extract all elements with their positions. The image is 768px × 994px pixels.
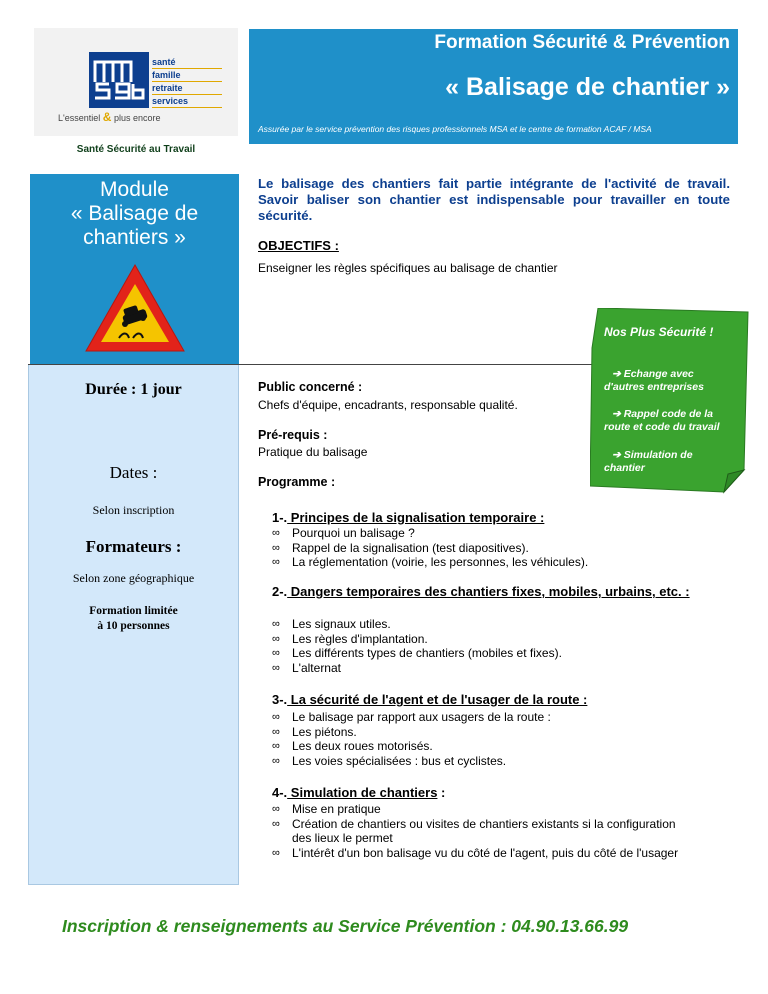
list-item: ∞ Les règles d'implantation. xyxy=(272,631,428,646)
list-item: ∞ Rappel de la signalisation (test diapositives). xyxy=(272,540,529,555)
header-title: Formation Sécurité & Prévention xyxy=(434,32,730,53)
module-title: Module « Balisage de chantiers » xyxy=(70,178,199,249)
sst-label: Santé Sécurité au Travail xyxy=(76,144,196,155)
section-1-list xyxy=(258,526,728,570)
header-subtitle: « Balisage de chantier » xyxy=(445,73,730,101)
list-item: ∞ Les différents types de chantiers (mobiles et fixes). xyxy=(272,646,562,661)
header-provider: Assurée par le service prévention des risques professionnels MSA et le centre de formation ACAF / MSA xyxy=(258,124,652,134)
section-4-list xyxy=(258,802,698,860)
slippery-road-sign-icon xyxy=(83,262,187,359)
plus-item-1a: ➔ Echange avec xyxy=(612,368,694,380)
module-box xyxy=(30,174,239,364)
info-sidebar xyxy=(28,364,239,885)
formateurs-value: Selon zone géographique xyxy=(72,571,195,585)
plus-item-1b: d'autres entreprises xyxy=(604,381,704,393)
plus-item-3b: chantier xyxy=(604,462,645,474)
formateurs-label: Formateurs : xyxy=(85,537,182,556)
dates-value: Selon inscription xyxy=(92,503,175,517)
list-item: ∞ Pourquoi un balisage ? xyxy=(272,526,415,540)
programme-label: Programme : xyxy=(258,475,336,489)
divider xyxy=(28,364,600,365)
section-3-title: 3-. La sécurité de l'agent et de l'usager de la route : xyxy=(272,692,588,707)
list-item: ∞ Le balisage par rapport aux usagers de la route : xyxy=(272,710,551,724)
logo-word: famille xyxy=(152,69,222,82)
list-item: ∞ Les piétons. xyxy=(272,724,357,739)
dates-label: Dates : xyxy=(109,463,158,482)
section-4-title: 4-. Simulation de chantiers : xyxy=(272,785,446,800)
intro-text: Le balisage des chantiers fait partie intégrante de l'activité de travail. Savoir baliser son chantier est indispensable pour travailler en toute sécurité. xyxy=(258,176,730,223)
plus-item-2b: route et code du travail xyxy=(604,421,720,433)
section-1-title: 1-. Principes de la signalisation temporaire : xyxy=(272,510,545,525)
public-label: Public concerné : xyxy=(258,380,363,394)
list-item: ∞ Les deux roues motorisés. xyxy=(272,739,433,754)
limit-line1: Formation limitée xyxy=(89,605,178,617)
list-item: ∞ L'intérêt d'un bon balisage vu du côté de l'agent, puis du côté de l'usager xyxy=(272,845,679,860)
plus-securite-title: Nos Plus Sécurité ! xyxy=(604,325,714,339)
logo-tagline: L'essentiel & plus encore xyxy=(58,110,161,124)
msa-logo-mark xyxy=(89,52,149,108)
prerequis-text: Pratique du balisage xyxy=(258,445,368,459)
list-item: ∞ Les voies spécialisées : bus et cyclistes. xyxy=(272,753,507,768)
list-item: ∞ Création de chantiers ou visites de chantiers existants si la configuration des lieux le permet xyxy=(272,816,676,846)
list-item: ∞ La réglementation (voirie, les personnes, les véhicules). xyxy=(272,555,589,570)
logo-words xyxy=(152,56,222,108)
logo-word: santé xyxy=(152,56,222,69)
list-item: ∞ Les signaux utiles. xyxy=(272,617,391,631)
logo-word: services xyxy=(152,95,222,108)
list-item: ∞ Mise en pratique xyxy=(272,802,381,816)
prerequis-label: Pré-requis : xyxy=(258,428,328,442)
logo-word: retraite xyxy=(152,82,222,95)
objectifs-text: Enseigner les règles spécifiques au balisage de chantier xyxy=(258,261,558,275)
plus-item-3a: ➔ Simulation de xyxy=(612,449,693,461)
section-3-list xyxy=(258,710,728,768)
duree: Durée : 1 jour xyxy=(85,381,182,398)
section-2-list xyxy=(258,617,728,675)
section-2-title: 2-. Dangers temporaires des chantiers fixes, mobiles, urbains, etc. : xyxy=(272,584,690,599)
msa-logo xyxy=(34,28,238,136)
footer-contact: Inscription & renseignements au Service Prévention : 04.90.13.66.99 xyxy=(62,916,629,936)
plus-item-2a: ➔ Rappel code de la xyxy=(612,408,713,420)
public-text: Chefs d'équipe, encadrants, responsable qualité. xyxy=(258,398,518,412)
header-band xyxy=(249,29,738,144)
limit-line2: à 10 personnes xyxy=(97,620,170,632)
objectifs-heading: OBJECTIFS : xyxy=(258,238,339,253)
list-item: ∞ L'alternat xyxy=(272,660,341,675)
